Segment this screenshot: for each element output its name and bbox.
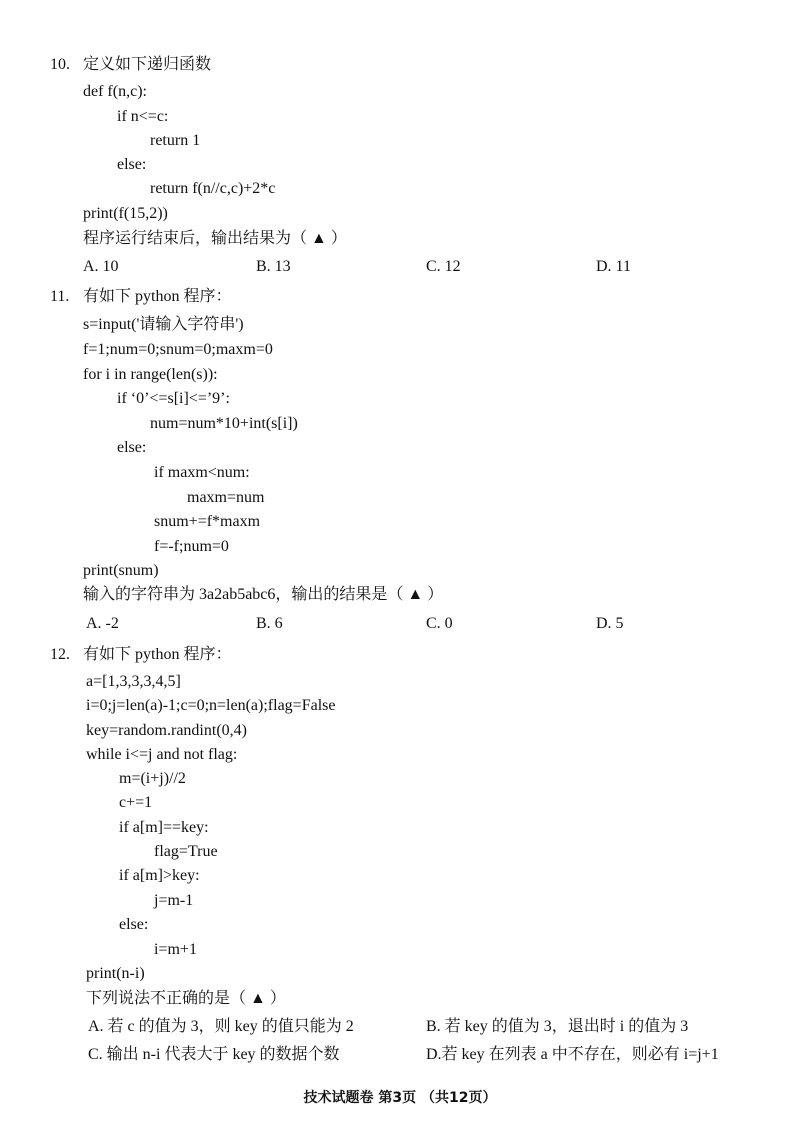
code-line: i=0;j=len(a)-1;c=0;n=len(a);flag=False	[86, 697, 336, 714]
code-line: flag=True	[154, 843, 218, 860]
code-line: if maxm<num:	[154, 464, 250, 481]
q11-prompt: 输入的字符串为 3a2ab5abc6，输出的结果是（ ▲ ）	[83, 586, 444, 603]
code-line: if a[m]>key:	[119, 867, 200, 884]
code-line: else:	[117, 439, 147, 456]
q11-option-d: D. 5	[596, 615, 624, 632]
code-line: else:	[119, 916, 149, 933]
q12-option-a: A. 若 c 的值为 3，则 key 的值只能为 2	[88, 1018, 354, 1035]
q12-option-b: B. 若 key 的值为 3，退出时 i 的值为 3	[426, 1018, 689, 1035]
q10-prompt: 程序运行结束后，输出结果为（ ▲ ）	[83, 230, 347, 247]
code-line: if a[m]==key:	[119, 819, 209, 836]
code-line: for i in range(len(s)):	[83, 366, 218, 383]
code-line: maxm=num	[187, 489, 265, 506]
code-line: c+=1	[119, 794, 153, 811]
code-line: m=(i+j)//2	[119, 770, 186, 787]
code-line: print(f(15,2))	[83, 205, 168, 222]
q10-title: 定义如下递归函数	[83, 56, 212, 73]
code-line: f=1;num=0;snum=0;maxm=0	[83, 341, 273, 358]
code-line: print(snum)	[83, 562, 159, 579]
code-line: while i<=j and not flag:	[86, 746, 238, 763]
code-line: j=m-1	[154, 892, 194, 909]
code-line: f=-f;num=0	[154, 538, 229, 555]
q12-number: 12.	[50, 646, 70, 663]
q10-option-a: A. 10	[83, 258, 119, 275]
code-line: def f(n,c):	[83, 83, 147, 100]
q10-option-c: C. 12	[426, 258, 461, 275]
code-line: key=random.randint(0,4)	[86, 722, 247, 739]
code-line: return 1	[150, 132, 201, 149]
q12-title: 有如下 python 程序：	[83, 646, 232, 663]
code-line: snum+=f*maxm	[154, 513, 261, 530]
q10-option-d: D. 11	[596, 258, 631, 275]
code-line: a=[1,3,3,3,4,5]	[86, 673, 181, 690]
q11-number: 11.	[50, 288, 70, 305]
code-line: s=input('请输入字符串')	[83, 316, 244, 333]
code-line: num=num*10+int(s[i])	[150, 415, 298, 432]
page-footer: 技术试题卷 第3页 （共12页）	[303, 1090, 497, 1106]
q11-title: 有如下 python 程序：	[83, 288, 232, 305]
code-line: if ‘0’<=s[i]<=’9’:	[117, 390, 230, 407]
q11-option-c: C. 0	[426, 615, 453, 632]
q10-option-b: B. 13	[256, 258, 291, 275]
code-line: if n<=c:	[117, 108, 169, 125]
q10-number: 10.	[50, 56, 70, 73]
q11-option-a: A. -2	[86, 615, 119, 632]
code-line: print(n-i)	[86, 965, 145, 982]
q12-option-d: D.若 key 在列表 a 中不存在，则必有 i=j+1	[426, 1046, 719, 1063]
q12-prompt: 下列说法不正确的是（ ▲ ）	[86, 990, 286, 1007]
code-line: return f(n//c,c)+2*c	[150, 180, 276, 197]
code-line: else:	[117, 156, 147, 173]
code-line: i=m+1	[154, 941, 197, 958]
q11-option-b: B. 6	[256, 615, 283, 632]
q12-option-c: C. 输出 n-i 代表大于 key 的数据个数	[88, 1046, 340, 1063]
